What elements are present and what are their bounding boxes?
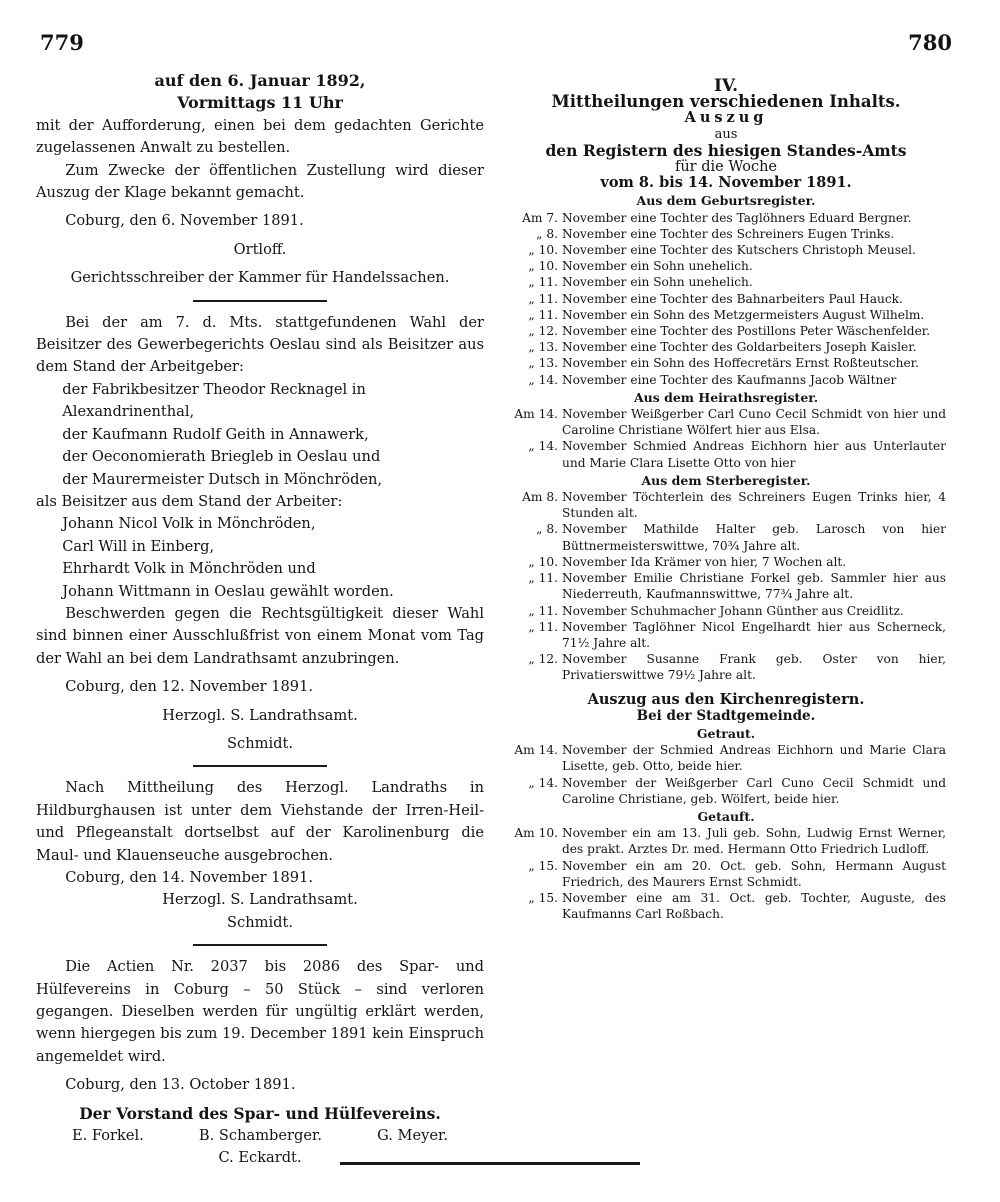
section-title: Mittheilungen verschiedenen Inhalts. <box>551 92 901 112</box>
hearing-time: Vormittags 11 Uhr <box>177 93 343 113</box>
election-complaints: Beschwerden gegen die Rechtsgültigkeit dieser Wahl sind binnen einer Ausschlußfrist von einem Monat vom Tag der Wahl an bei dem Landrathsamt anzubringen. <box>36 604 484 667</box>
marriages-list <box>506 406 946 471</box>
board-member: E. Forkel. <box>72 1127 144 1145</box>
entry-text: November eine Tochter des Kaufmanns Jacob Wältner <box>562 372 897 387</box>
entry-date: „ 12. <box>528 652 558 667</box>
right-column <box>506 70 946 922</box>
deaths-heading: Aus dem Sterberegister. <box>641 472 811 488</box>
week-label: für die Woche <box>674 159 778 176</box>
register-entry <box>506 570 946 602</box>
entry-date: „ 12. <box>528 324 558 339</box>
entry-date: Am 14. <box>514 407 558 422</box>
worker-item: Ehrhardt Volk in Mönchröden und <box>62 560 316 578</box>
entry-text: November Susanne Frank geb. Oster von hier, Privatierswittwe 79½ Jahre alt. <box>562 652 946 683</box>
register-entry <box>506 291 946 307</box>
entry-text: November eine Tochter des Postillons Peter Wäschenfelder. <box>562 324 931 339</box>
register-entry <box>506 775 946 807</box>
entry-text: November Weißgerber Carl Cuno Cecil Schmidt von hier und Caroline Christiane Wölfert hier aus Elsa. <box>562 407 946 438</box>
entry-date: Am 8. <box>522 490 558 505</box>
from-label: aus <box>714 126 738 142</box>
worker-item: Carl Will in Einberg, <box>62 537 215 555</box>
register-entry <box>506 489 946 521</box>
register-entry <box>506 651 946 683</box>
entry-text: November eine Tochter des Bahnarbeiters Paul Hauck. <box>562 291 903 306</box>
election-office: Herzogl. S. Landrathsamt. <box>162 706 358 724</box>
entry-text: November ein Sohn des Metzgermeisters August Wilhelm. <box>562 307 925 322</box>
married-heading: Getraut. <box>696 725 756 741</box>
register-entry <box>506 339 946 355</box>
entry-date: „ 13. <box>528 340 558 355</box>
workers-intro: als Beisitzer aus dem Stand der Arbeiter: <box>36 492 343 510</box>
entry-date: „ 10. <box>528 243 558 258</box>
worker-list <box>36 513 484 603</box>
deaths-list <box>506 489 946 683</box>
employer-item: der Fabrikbesitzer Theodor Recknagel in Alexandrinenthal, <box>62 380 366 421</box>
board-member: G. Meyer. <box>377 1127 448 1145</box>
register-entry <box>506 603 946 619</box>
church-heading: Auszug aus den Kirchenregistern. <box>587 690 865 708</box>
entry-text: November ein Sohn unehelich. <box>562 259 753 274</box>
register-entry <box>506 825 946 857</box>
election-intro: Bei der am 7. d. Mts. stattgefundenen Wahl der Beisitzer des Gewerbegerichts Oeslau sind als Beisitzer aus dem Stand der Arbeitgeber: <box>36 313 484 376</box>
worker-item: Johann Nicol Volk in Mönchröden, <box>62 515 316 533</box>
week-range: vom 8. bis 14. November 1891. <box>600 174 852 192</box>
entry-date: „ 15. <box>528 858 558 873</box>
hearing-date: auf den 6. Januar 1892, <box>154 71 366 90</box>
board-members <box>36 1125 484 1147</box>
page-number-right: 780 <box>908 30 952 55</box>
election-notice <box>36 312 484 756</box>
entry-date: Am 14. <box>514 743 558 758</box>
summons-signer-title: Gerichtsschreiber der Kammer für Handelssachen. <box>70 269 450 287</box>
entry-text: November Mathilde Halter geb. Larosch von hier Büttnermeisterswittwe, 70¾ Jahre alt. <box>562 522 946 553</box>
shares-notice <box>36 956 484 1170</box>
entry-text: November ein Sohn des Hoffecretärs Ernst Roßteutscher. <box>562 356 920 371</box>
entry-date: „ 11. <box>528 275 558 290</box>
entry-text: November der Weißgerber Carl Cuno Cecil Schmidt und Caroline Christiane, geb. Wölfert, beide hier. <box>562 775 946 806</box>
entry-text: November eine Tochter des Taglöhners Eduard Bergner. <box>562 210 912 225</box>
entry-text: November der Schmied Andreas Eichhorn und Marie Clara Lisette, geb. Otto, beide hier. <box>562 743 946 774</box>
entry-date: „ 8. <box>536 226 558 241</box>
disease-body: Nach Mittheilung des Herzogl. Landraths in Hildburghausen ist unter dem Viehstande der Irren-Heil- und Pflegeanstalt dortselbst auf der Karolinenburg die Maul- und Klauenseuche ausgebrochen. <box>36 779 484 864</box>
entry-date: „ 11. <box>528 619 558 634</box>
register-entry <box>506 355 946 371</box>
entry-text: November Taglöhner Nicol Engelhardt hier aus Scherneck, 71½ Jahre alt. <box>562 619 946 650</box>
register-entry <box>506 438 946 470</box>
entry-text: November ein Sohn unehelich. <box>562 275 753 290</box>
entry-date: „ 13. <box>528 356 558 371</box>
employer-list <box>36 379 484 491</box>
entry-text: November Töchterlein des Schreiners Eugen Trinks hier, 4 Stunden alt. <box>562 490 946 521</box>
births-list <box>506 210 946 388</box>
divider <box>193 300 327 302</box>
baptized-heading: Getauft. <box>697 808 755 824</box>
register-entry <box>506 242 946 258</box>
births-heading: Aus dem Geburtsregister. <box>636 193 816 209</box>
register-entry <box>506 406 946 438</box>
register-entry <box>506 742 946 774</box>
baptized-list <box>506 825 946 922</box>
register-entry <box>506 521 946 553</box>
court-summons-notice <box>36 70 484 290</box>
entry-date: „ 11. <box>528 571 558 586</box>
shares-board: Der Vorstand des Spar- und Hülfevereins. <box>79 1103 441 1123</box>
disease-notice <box>36 777 484 934</box>
registers-title: den Registern des hiesigen Standes-Amts <box>545 140 907 160</box>
entry-text: November Schmied Andreas Eichhorn hier aus Unterlauter und Marie Clara Lisette Otto von hier <box>562 439 946 470</box>
extract-label: Auszug <box>684 109 768 127</box>
register-entry <box>506 858 946 890</box>
entry-date: „ 10. <box>528 259 558 274</box>
entry-text: November Ida Krämer von hier, 7 Wochen alt. <box>562 554 847 569</box>
register-entry <box>506 307 946 323</box>
page-number-left: 779 <box>40 30 84 55</box>
entry-date: „ 14. <box>528 372 558 387</box>
shares-place-date: Coburg, den 13. October 1891. <box>65 1076 296 1094</box>
register-entry <box>506 226 946 242</box>
employer-item: der Oeconomierath Briegleb in Oeslau und <box>62 448 381 466</box>
summons-place-date: Coburg, den 6. November 1891. <box>65 212 304 230</box>
divider <box>193 944 327 946</box>
entry-date: Am 10. <box>514 826 558 841</box>
entry-text: November ein am 13. Juli geb. Sohn, Ludwig Ernst Werner, des prakt. Arztes Dr. med. Hermann Otto Friedrich Ludloff. <box>562 826 946 857</box>
board-member: B. Schamberger. <box>198 1127 322 1145</box>
left-column <box>36 70 484 1170</box>
election-signer: Schmidt. <box>227 734 293 752</box>
page-end-rule <box>340 1162 640 1165</box>
shares-body: Die Actien Nr. 2037 bis 2086 des Spar- und Hülfevereins in Coburg – 50 Stück – sind verloren gegangen. Dieselben werden für ungültig erklärt werden, wenn hiergegen bis zum 19. December 1891 kein Einspruch angemeldet wird. <box>36 958 484 1065</box>
summons-purpose: Zum Zwecke der öffentlichen Zustellung wird dieser Auszug der Klage bekannt gemacht. <box>36 161 484 202</box>
entry-date: „ 10. <box>528 554 558 569</box>
worker-item: Johann Wittmann in Oeslau gewählt worden. <box>62 582 394 600</box>
disease-place-date: Coburg, den 14. November 1891. <box>65 869 313 886</box>
entry-date: Am 7. <box>522 210 558 225</box>
register-entry <box>506 274 946 290</box>
register-entry <box>506 554 946 570</box>
employer-item: der Kaufmann Rudolf Geith in Annawerk, <box>62 425 369 443</box>
register-entry <box>506 619 946 651</box>
summons-body: mit der Aufforderung, einen bei dem gedachten Gerichte zugelassenen Anwalt zu bestellen. <box>36 116 484 157</box>
entry-text: November eine am 31. Oct. geb. Tochter, Auguste, des Kaufmanns Carl Roßbach. <box>562 890 946 922</box>
register-entry <box>506 210 946 226</box>
disease-office: Herzogl. S. Landrathsamt. <box>162 891 358 909</box>
entry-text: November Emilie Christiane Forkel geb. Sammler hier aus Niederreuth, Kaufmannswittwe, 77¾ Jahre alt. <box>562 571 946 602</box>
board-member-last: C. Eckardt. <box>218 1149 302 1167</box>
register-entry <box>506 890 946 922</box>
register-entry <box>506 323 946 339</box>
entry-date: „ 11. <box>528 307 558 322</box>
election-place-date: Coburg, den 12. November 1891. <box>65 678 313 696</box>
entry-date: „ 11. <box>528 291 558 306</box>
marriages-heading: Aus dem Heirathsregister. <box>633 389 819 405</box>
summons-signer: Ortloff. <box>233 240 287 258</box>
entry-date: „ 14. <box>528 775 558 790</box>
entry-text: November eine Tochter des Schreiners Eugen Trinks. <box>562 226 895 241</box>
disease-signer: Schmidt. <box>227 913 293 931</box>
register-entry <box>506 258 946 274</box>
entry-text: November eine Tochter des Goldarbeiters Joseph Kaisler. <box>562 340 917 355</box>
section-numeral: IV. <box>713 76 739 96</box>
employer-item: der Maurermeister Dutsch in Mönchröden, <box>62 470 383 488</box>
entry-text: November eine Tochter des Kutschers Christoph Meusel. <box>562 243 916 258</box>
divider <box>193 765 327 767</box>
entry-text: November ein am 20. Oct. geb. Sohn, Hermann August Friedrich, des Maurers Ernst Schmidt. <box>562 858 946 889</box>
entry-date: „ 11. <box>528 603 558 618</box>
entry-date: „ 14. <box>528 439 558 454</box>
entry-date: „ 15. <box>528 890 558 905</box>
entry-text: November Schuhmacher Johann Günther aus Creidlitz. <box>562 603 904 618</box>
register-entry <box>506 372 946 388</box>
married-list <box>506 742 946 807</box>
entry-date: „ 8. <box>536 522 558 537</box>
town-heading: Bei der Stadtgemeinde. <box>636 707 816 724</box>
